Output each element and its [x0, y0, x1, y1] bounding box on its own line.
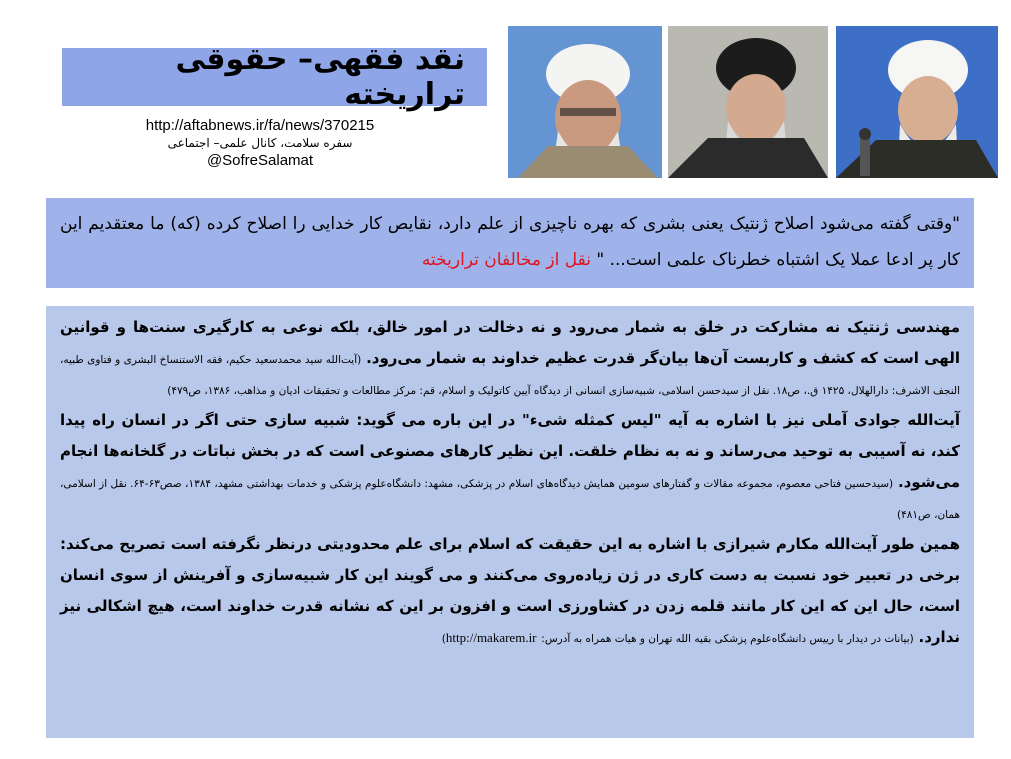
paragraph-reference: (آیت‌الله سید محمدسعید حکیم، فقه الاستنساخ البشری و فتاوی طبیه، النجف الاشرف: دارالهلال، ۱۴۲۵ ق.، ص۱۸. نقل از سیدحسن اسلامی، شبیه‌سازی انسانی از دیدگاه آیین کاتولیک و اسلام، قم: مرکز مطالعات و تحقیقات ادیان و مذاهب، ۱۳۸۶، ص۴۷۹)	[60, 354, 960, 397]
paragraph-1	[60, 312, 960, 405]
paragraph-text: همین طور آیت‌الله مکارم شیرازی با اشاره به این حقیقت که اسلام برای علم محدودیتی درنظر نگرفته است تصریح می‌کند: برخی در تعبیر خود نسبت به دست کاری در ژن زیاده‌روی می‌کنند و می گویند این کار شبیه‌سازی و آفرینش از سوی انسان است، حال این که این کار مانند قلمه زدن در کشاورزی است و افزون بر این که نشانه قدرت خداوند است، هیچ اشکالی نیز ندارد.	[60, 535, 960, 646]
portrait-photo-2	[668, 26, 828, 178]
content-body	[46, 306, 974, 738]
paragraph-reference: (سیدحسین فتاحی معصوم، مجموعه مقالات و گفتارهای سومین همایش دیدگاه‌های اسلام در پزشکی، مشهد: دانشگاه‌علوم پزشکی و خدمات بهداشتی مشهد، ۱۳۸۴، صص۶۳-۶۴. نقل از اسلامی، همان، ص۴۸۱)	[60, 478, 960, 521]
paragraph-text: آیت‌الله جوادی آملی نیز با اشاره به آیه "لیس کمثله شیء" در این باره می گوید: شبیه سازی حتی اگر در انسان راه پیدا کند، نه آسیبی به توحید می‌رساند و نه به نظام خلقت. این نظیر کارهای مصنوعی است که در بخش نباتات در گلخانه‌ها انجام می‌شود.	[60, 411, 960, 491]
quote-attribution: نقل از مخالفان تراریخته	[421, 250, 591, 270]
paragraph-reference: (بیانات در دیدار با رییس دانشگاه‌علوم پزشکی بقیه الله تهران و هیات همراه به آدرس:	[541, 633, 914, 645]
portrait-photo-1	[508, 26, 662, 178]
reference-link[interactable]: http://makarem.ir	[445, 630, 537, 645]
quote-box	[46, 198, 974, 288]
title-banner	[62, 42, 487, 112]
source-url[interactable]: http://aftabnews.ir/fa/news/370215	[145, 117, 375, 134]
channel-handle: @SofreSalamat	[206, 152, 314, 170]
paragraph-3: همین طور آیت‌الله مکارم شیرازی با اشاره به این حقیقت که اسلام برای علم محدودیتی درنظر نگرفته است تصریح می‌کند: برخی در تعبیر خود نسبت به دست کاری در ژن زیاده‌روی می‌کنند و می گویند این کار شبیه‌سازی و آفرینش از سوی انسان است، حال این که این کار مانند قلمه زدن در کشاورزی است و افزون بر این که نشانه قدرت خداوند است، هیچ اشکالی نیز ندارد. (بیانات در دیدار با رییس دانشگاه‌علوم پزشکی بقیه الله تهران و هیات همراه به آدرس: http://makarem.ir)	[60, 535, 960, 646]
channel-name: سفره سلامت، کانال علمی– اجتماعی	[167, 135, 353, 150]
quote-text: "وقتی گفته می‌شود اصلاح ژنتیک یعنی بشری که بهره ناچیزی از علم دارد، نقایص کار خدایی را اصلاح کرده (که) ما معتقدیم این کار پر ادعا عملا یک اشتباه خطرناک علمی است... "	[60, 214, 960, 270]
paragraph-text: مهندسی ژنتیک نه مشارکت در خلق به شمار می‌رود و نه دخالت در امور خالق، بلکه نوعی به کارگیری سنت‌ها و قوانین الهی است که کشف و کاربست آن‌ها بیان‌گر قدرت عظیم خداوند به شمار می‌رود.	[60, 318, 960, 367]
portrait-photo-3	[836, 26, 998, 178]
source-info	[100, 116, 420, 171]
page-title: نقد فقهی– حقوقی تراریخته	[175, 42, 465, 112]
paragraph-2	[60, 405, 960, 529]
